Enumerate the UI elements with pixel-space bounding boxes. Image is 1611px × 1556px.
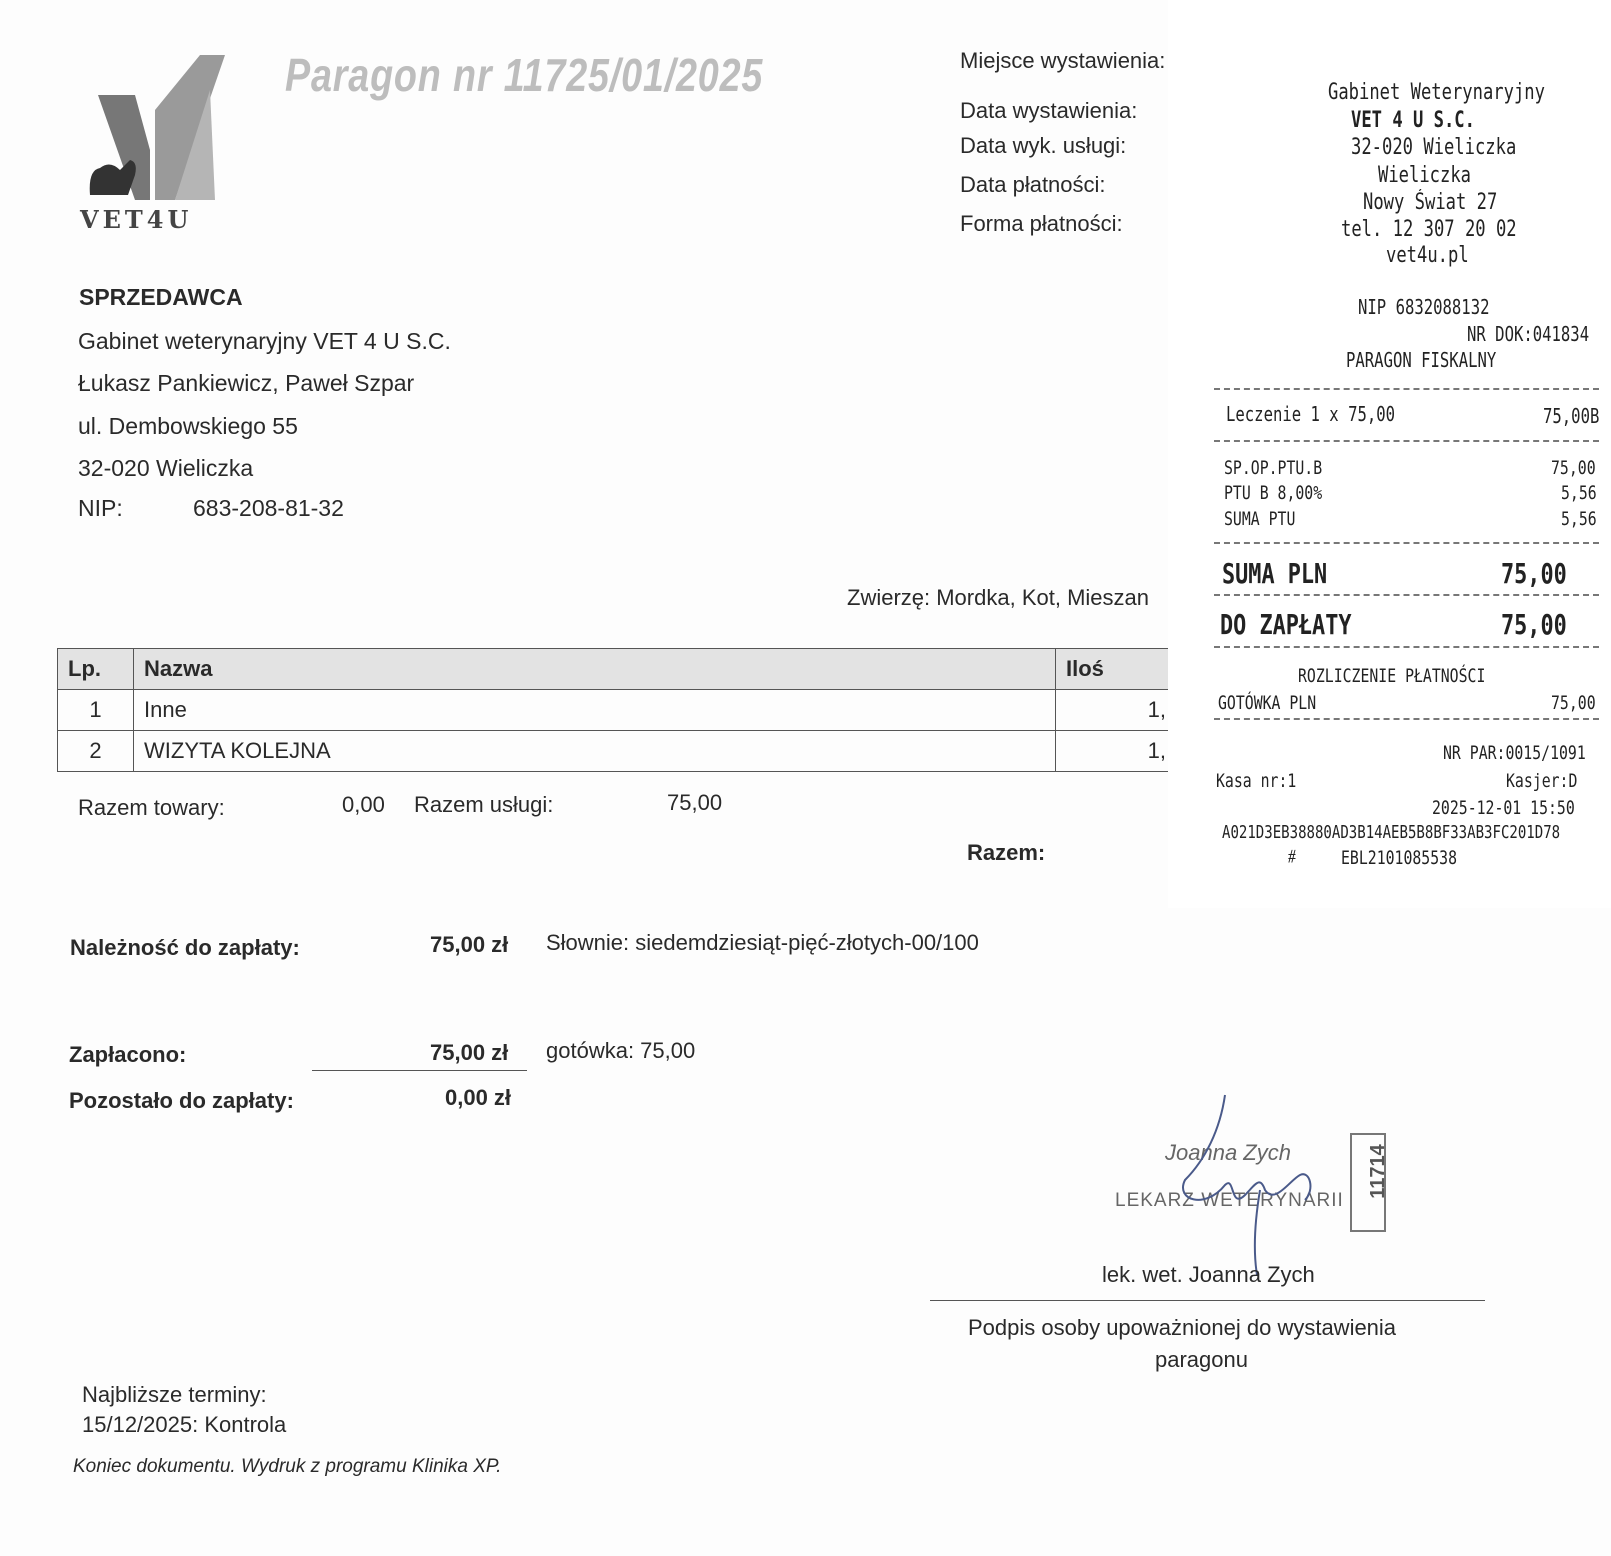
place-label: Miejsce wystawienia: — [960, 48, 1166, 73]
seller-nip-value: 683-208-81-32 — [193, 495, 344, 521]
amount-in-words: Słownie: siedemdziesiąt-pięć-złotych-00/100 — [546, 930, 979, 955]
receipt-company: Gabinet Weterynaryjny — [1328, 80, 1545, 105]
services-total-value: 75,00 — [667, 790, 723, 815]
seller-street: ul. Dembowskiego 55 — [78, 413, 298, 439]
animal-info: Zwierzę: Mordka, Kot, Mieszan — [847, 585, 1149, 610]
receipt-nip: NIP 6832088132 — [1358, 295, 1490, 319]
table-row — [58, 690, 1177, 731]
stamp-number: 11714 — [1366, 1144, 1389, 1199]
receipt-item-name: Leczenie 1 x 75,00 — [1226, 402, 1396, 426]
receipt-item-value: 75,00B — [1543, 404, 1600, 428]
goods-total-value: 0,00 — [342, 792, 385, 817]
handwritten-signature — [1165, 1090, 1345, 1280]
fiscal-logo-icon: ⧣ — [1288, 845, 1296, 866]
items-table — [57, 648, 1177, 772]
receipt-sp-value: 75,00 — [1551, 457, 1596, 479]
due-label: Należność do zapłaty: — [70, 935, 300, 960]
upcoming-heading: Najbliższe terminy: — [82, 1382, 267, 1407]
table-header-row — [58, 649, 1177, 690]
upcoming-item: 15/12/2025: Kontrola — [82, 1412, 287, 1437]
receipt-divider — [1214, 646, 1599, 648]
stamp-name: Joanna Zych — [1165, 1140, 1291, 1165]
remaining-value: 0,00 zł — [445, 1085, 512, 1110]
header-name: Nazwa — [134, 649, 1056, 690]
seller-owners: Łukasz Pankiewicz, Paweł Szpar — [78, 370, 415, 396]
row-lp: 1 — [58, 690, 134, 731]
receipt-suma-ptu-value: 5,56 — [1561, 508, 1597, 530]
paid-value: 75,00 zł — [430, 1040, 509, 1065]
receipt-pay-value: 75,00 — [1501, 608, 1567, 641]
goods-total-label: Razem towary: — [78, 795, 225, 820]
payment-form-label: Forma płatności: — [960, 211, 1123, 236]
receipt-pay-label: DO ZAPŁATY — [1220, 608, 1352, 641]
due-value: 75,00 zł — [430, 932, 509, 957]
header-qty: Iloś — [1056, 649, 1177, 690]
receipt-datetime: 2025-12-01 15:50 — [1432, 797, 1575, 819]
row-qty: 1, — [1056, 731, 1177, 772]
signature-line — [930, 1300, 1485, 1301]
seller-name: Gabinet weterynaryjny VET 4 U S.C. — [78, 328, 451, 354]
receipt-web: vet4u.pl — [1386, 243, 1469, 268]
receipt-cashier: Kasjer:D — [1506, 770, 1578, 792]
vet4u-logo — [80, 50, 230, 205]
receipt-suma-ptu-label: SUMA PTU — [1224, 508, 1296, 530]
seller-city: 32-020 Wieliczka — [78, 455, 254, 481]
receipt-type: PARAGON FISKALNY — [1346, 348, 1497, 372]
stamp-title: LEKARZ WETERYNARII — [1115, 1190, 1344, 1211]
service-date-label: Data wyk. usługi: — [960, 133, 1127, 158]
receipt-ptu-label: PTU B 8,00% — [1224, 482, 1323, 504]
seller-heading: SPRZEDAWCA — [79, 284, 243, 310]
receipt-divider — [1214, 542, 1599, 544]
paid-label: Zapłacono: — [69, 1042, 187, 1067]
receipt-divider — [1214, 594, 1599, 596]
issue-date-label: Data wystawienia: — [960, 98, 1138, 123]
remaining-label: Pozostało do zapłaty: — [69, 1088, 294, 1113]
receipt-brand: VET 4 U S.C. — [1351, 108, 1475, 133]
row-name: Inne — [134, 690, 1056, 731]
receipt-hash: A021D3EB38880AD3B14AEB5B8BF33AB3FC201D78 — [1222, 822, 1561, 843]
table-row — [58, 731, 1177, 772]
paid-underline — [312, 1070, 527, 1071]
receipt-sp-label: SP.OP.PTU.B — [1224, 457, 1323, 479]
sum-label: Razem: — [967, 840, 1046, 865]
document-title: Paragon nr 11725/01/2025 — [285, 49, 764, 101]
paid-method: gotówka: 75,00 — [546, 1038, 696, 1063]
receipt-cash-label: GOTÓWKA PLN — [1218, 692, 1317, 714]
footer-note: Koniec dokumentu. Wydruk z programu Klinika XP. — [73, 1456, 502, 1477]
receipt-divider — [1214, 440, 1599, 442]
receipt-sum-value: 75,00 — [1501, 557, 1567, 590]
row-lp: 2 — [58, 731, 134, 772]
receipt-phone: tel. 12 307 20 02 — [1341, 217, 1517, 242]
receipt-device: EBL2101085538 — [1341, 847, 1458, 869]
receipt-sum-label: SUMA PLN — [1222, 557, 1328, 590]
receipt-till: Kasa nr:1 — [1216, 770, 1297, 792]
signature-caption-2: paragonu — [1155, 1347, 1248, 1372]
services-total-label: Razem usługi: — [414, 792, 554, 817]
receipt-divider — [1214, 718, 1599, 720]
seller-nip-label: NIP: — [78, 495, 123, 521]
payment-date-label: Data płatności: — [960, 172, 1106, 197]
receipt-ptu-value: 5,56 — [1561, 482, 1597, 504]
receipt-street: Nowy Świat 27 — [1363, 190, 1498, 215]
receipt-divider — [1214, 388, 1599, 390]
receipt-cash-value: 75,00 — [1551, 692, 1596, 714]
receipt-par-no: NR PAR:0015/1091 — [1443, 742, 1586, 764]
header-lp: Lp. — [58, 649, 134, 690]
signature-caption-1: Podpis osoby upoważnionej do wystawienia — [968, 1315, 1397, 1340]
receipt-settle-label: ROZLICZENIE PŁATNOŚCI — [1298, 665, 1486, 687]
signer-name: lek. wet. Joanna Zych — [1102, 1262, 1315, 1287]
row-qty: 1, — [1056, 690, 1177, 731]
receipt-doc-no: NR DOK:041834 — [1467, 322, 1590, 346]
receipt-postal: 32-020 Wieliczka — [1351, 135, 1517, 160]
fiscal-receipt — [1168, 0, 1611, 908]
row-name: WIZYTA KOLEJNA — [134, 731, 1056, 772]
receipt-city: Wieliczka — [1378, 163, 1471, 188]
logo-text: VET4U — [80, 205, 193, 234]
